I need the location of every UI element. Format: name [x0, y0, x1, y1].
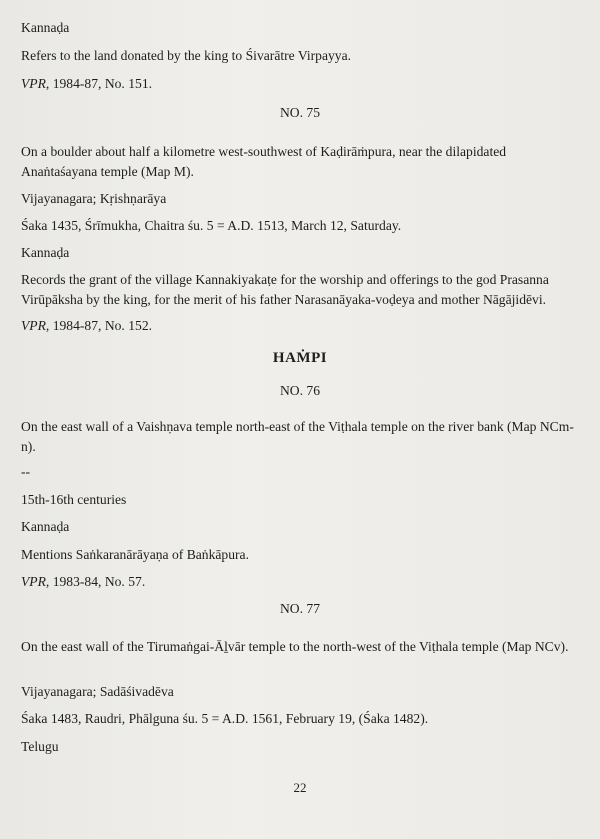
section-title: HAṀPI [272, 350, 328, 366]
entry-74-language: Kannaḍa [21, 20, 70, 35]
page-number: 22 [293, 780, 307, 795]
reference-detail: 1983-84, No. 57. [49, 574, 146, 589]
reference-detail: 1984-87, No. 151. [49, 76, 153, 91]
entry-75-location: On a boulder about half a kilometre west-southwest of Kaḍirāṁpura, near the dilapidated Anaṅtaśayana temple (Map M). [21, 144, 507, 179]
entry-75-number: NO. 75 [279, 105, 321, 120]
entry-75-date: Śaka 1435, Śrīmukha, Chaitra śu. 5 = A.D. 1513, March 12, Saturday. [21, 218, 402, 233]
entry-76-date: 15th-16th centuries [21, 492, 127, 507]
reference-detail: 1984-87, No. 152. [49, 318, 153, 333]
entry-74-reference [21, 74, 581, 94]
reference-abbrev: VPR, [21, 318, 50, 333]
entry-76-location: On the east wall of a Vaishṇava temple north-east of the Viṭhala temple on the river bank (Map NCm-n). [21, 419, 574, 454]
entry-75-dynasty: Vijayanagara; Kṛishṇarāya [21, 191, 167, 206]
entry-76-description: Mentions Saṅkaranārāyaṇa of Baṅkāpura. [21, 547, 249, 562]
entry-77-location: On the east wall of the Tirumaṅgai-Āḻvār temple to the north-west of the Viṭhala temple (Map NCv). [21, 639, 569, 654]
entry-77-date: Śaka 1483, Raudri, Phālguna śu. 5 = A.D. 1561, February 19, (Śaka 1482). [21, 711, 429, 726]
reference-abbrev: VPR, [21, 574, 50, 589]
entry-75-language: Kannaḍa [21, 245, 70, 260]
entry-74-description: Refers to the land donated by the king to Śivarātre Virpayya. [21, 48, 351, 63]
entry-75-description: Records the grant of the village Kannakiyakaṭe for the worship and offerings to the god Prasanna Virūpāksha by the king, for the merit of his father Narasanāyaka-voḍeya and mother Nāgājidēvi. [21, 272, 549, 307]
entry-75-reference [21, 316, 581, 336]
entry-77-number: NO. 77 [279, 601, 321, 616]
entry-76-language: Kannaḍa [21, 519, 70, 534]
entry-76-number: NO. 76 [279, 383, 321, 398]
entry-76-reference [21, 572, 581, 592]
entry-77-language: Telugu [21, 739, 59, 754]
entry-77-dynasty: Vijayanagara; Sadāśivadēva [21, 684, 174, 699]
reference-abbrev: VPR, [21, 76, 50, 91]
entry-76-dynasty: -- [21, 464, 31, 479]
